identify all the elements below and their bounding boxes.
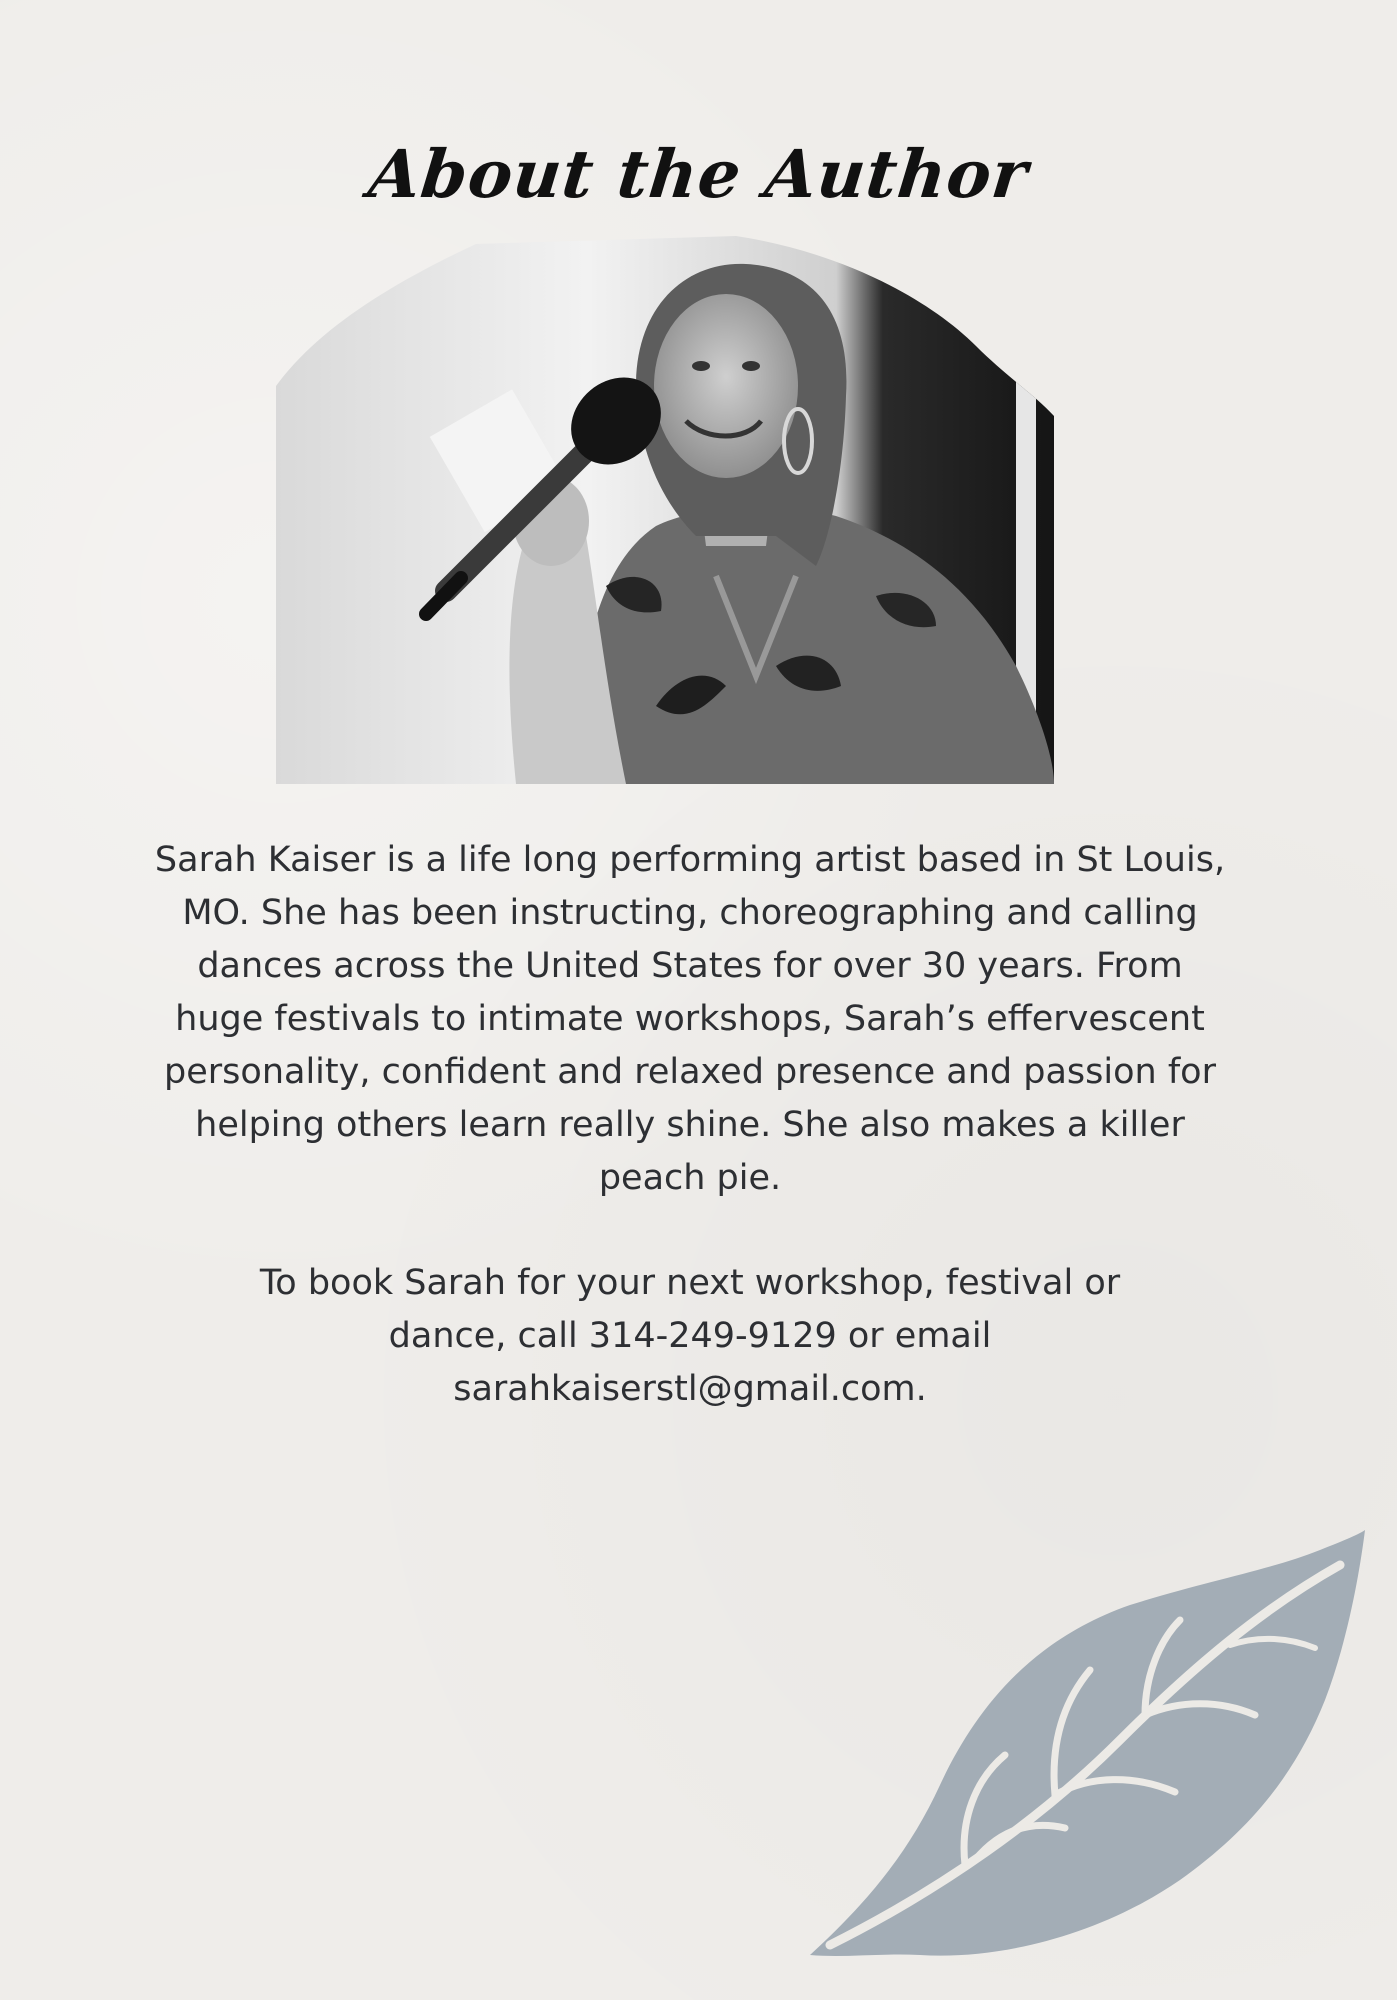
booking-info xyxy=(150,1257,1230,1416)
booking-line-2: dance, call 314-249-9129 or email xyxy=(388,1316,992,1356)
page-title: About the Author xyxy=(365,135,1032,213)
author-bio: Sarah Kaiser is a life long performing artist based in St Louis, MO. She has been instructing, choreographing and calling dances across the United States for over 30 years. From huge festivals to intimate workshops, Sarah’s effervescent personality, confident and relaxed presence and passion for helping others learn really shine. She also makes a killer peach pie. xyxy=(154,840,1226,1198)
booking-line-1: To book Sarah for your next workshop, festival or xyxy=(259,1263,1121,1303)
author-photo xyxy=(276,236,1054,784)
booking-email: sarahkaiserstl@gmail.com. xyxy=(453,1369,927,1409)
leaf-icon xyxy=(800,1530,1370,1970)
